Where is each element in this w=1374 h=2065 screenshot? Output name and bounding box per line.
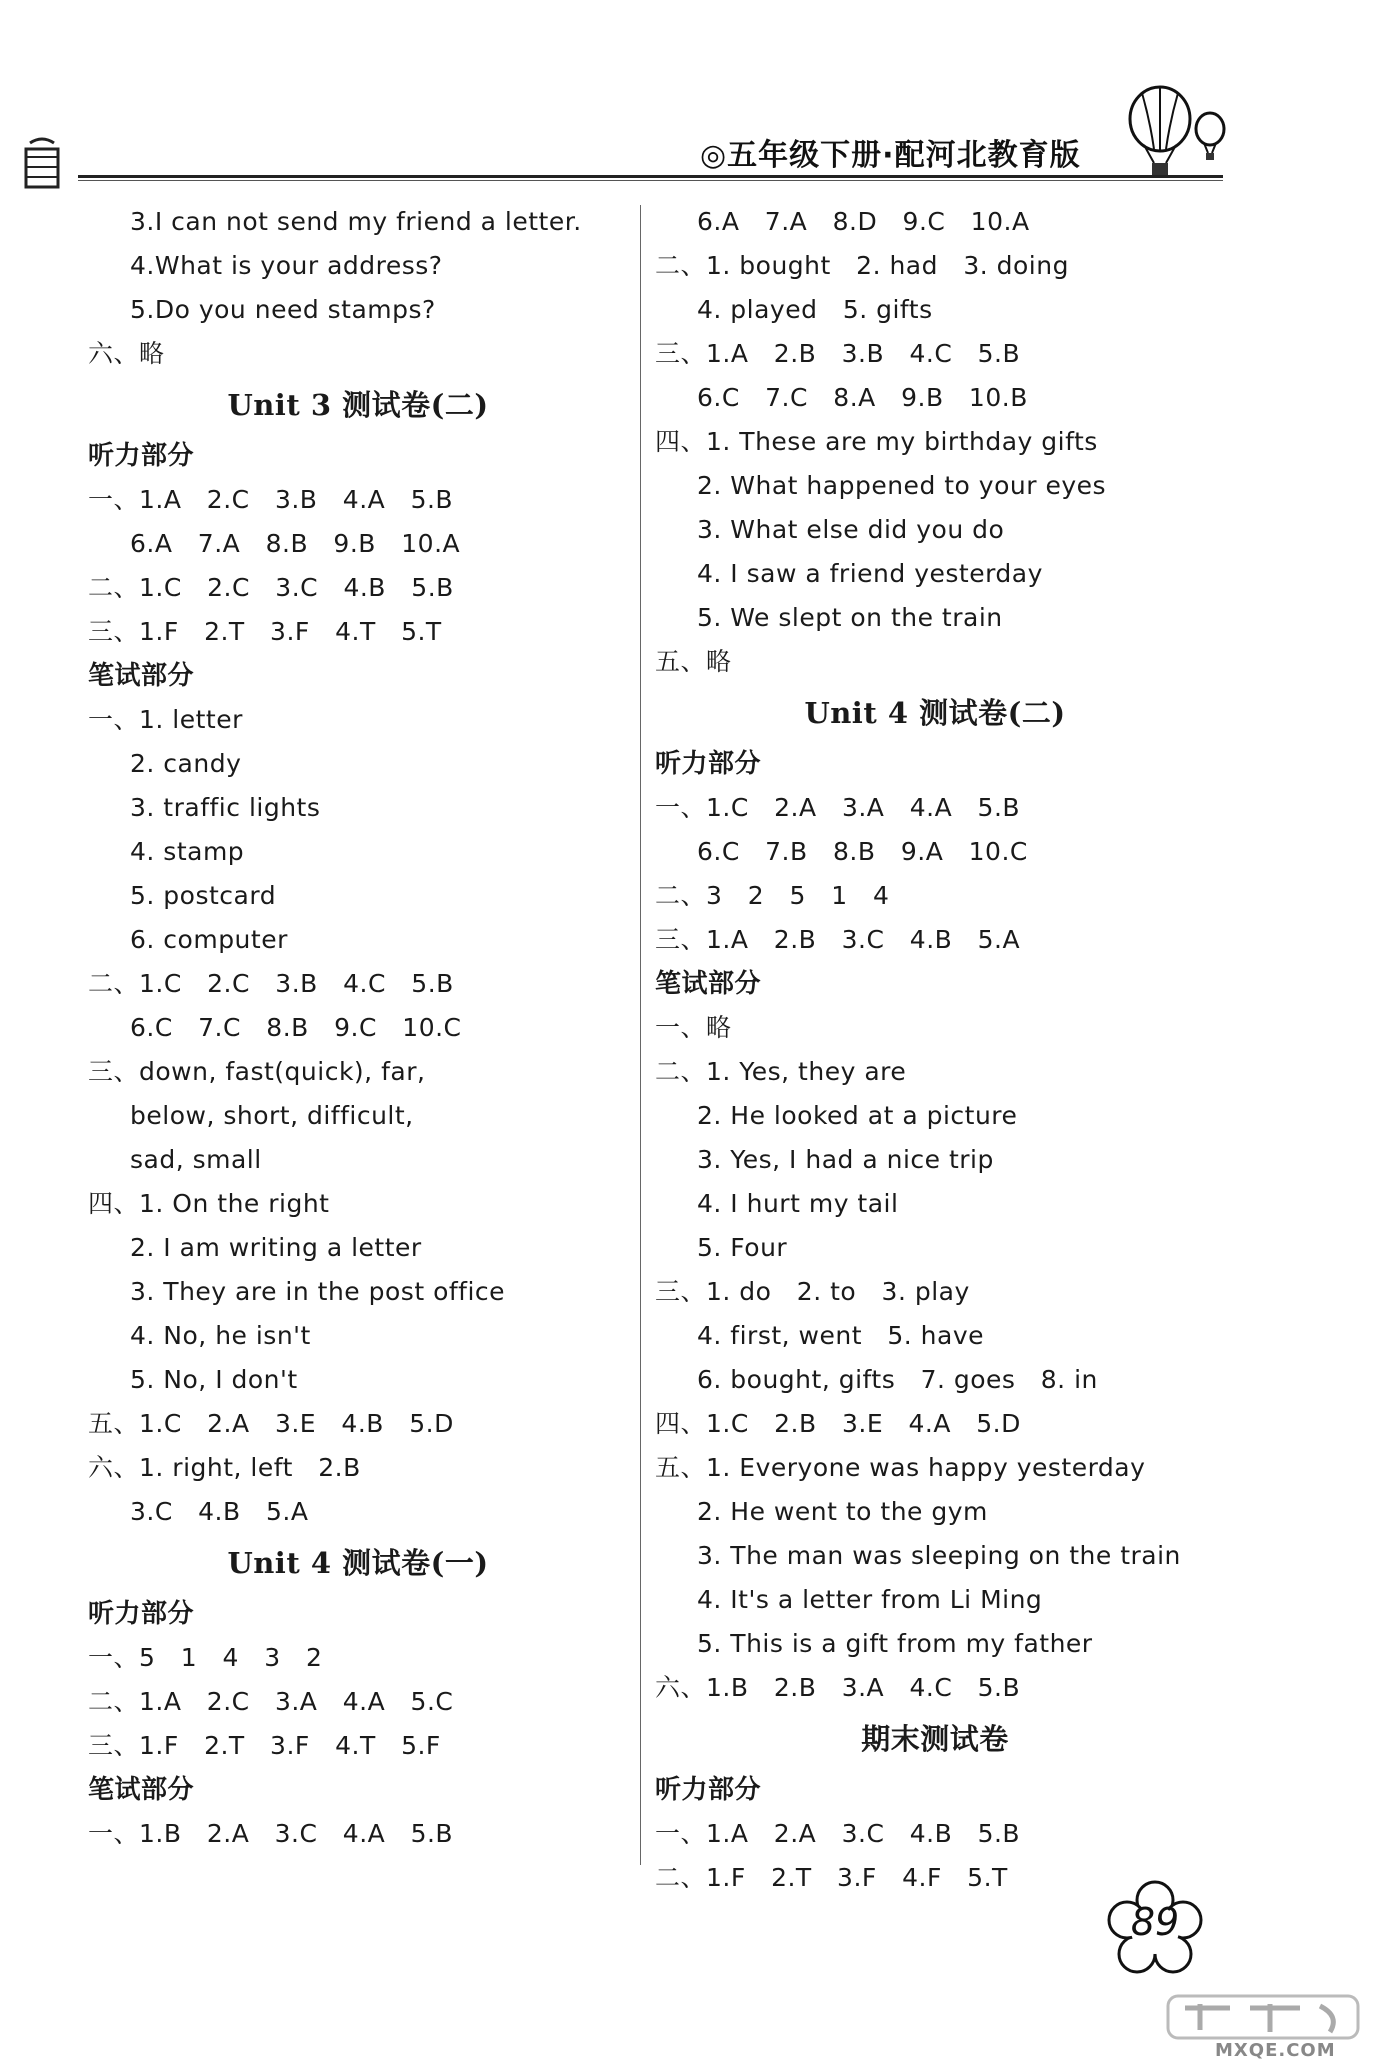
answer-line: 2. I am writing a letter xyxy=(130,1233,422,1262)
section-heading: 听力部分 xyxy=(88,441,195,471)
answer-line: below, short, difficult, xyxy=(130,1101,414,1130)
answer-line: 五、1.C 2.A 3.E 4.B 5.D xyxy=(88,1409,454,1438)
answer-line: 6. computer xyxy=(130,925,288,954)
watermark-url: MXQE.COM xyxy=(1215,2040,1336,2061)
answer-line: 3.I can not send my friend a letter. xyxy=(130,207,582,236)
left-column xyxy=(88,200,628,1856)
answer-line: 2. He went to the gym xyxy=(697,1497,988,1526)
header-title: ◎五年级下册·配河北教育版 xyxy=(700,138,1081,173)
answer-line: 3. traffic lights xyxy=(130,793,321,822)
answer-line: 6.C 7.C 8.B 9.C 10.C xyxy=(130,1013,462,1042)
answer-line: 4. stamp xyxy=(130,837,245,866)
answer-line: 3. Yes, I had a nice trip xyxy=(697,1145,994,1174)
right-column xyxy=(655,200,1215,1900)
answer-line: 三、down, fast(quick), far, xyxy=(88,1057,426,1086)
answer-line: 6.A 7.A 8.B 9.B 10.A xyxy=(130,529,461,558)
answer-line: 一、略 xyxy=(655,1013,732,1042)
answer-line: 5. No, I don't xyxy=(130,1365,298,1394)
answer-line: 三、1.A 2.B 3.B 4.C 5.B xyxy=(655,339,1021,368)
answer-line: 四、1. On the right xyxy=(88,1189,330,1218)
answer-line: 4. I hurt my tail xyxy=(697,1189,899,1218)
answer-line: 6.C 7.C 8.A 9.B 10.B xyxy=(697,383,1028,412)
answer-line: 4.What is your address? xyxy=(130,251,443,280)
answer-line: 二、1.A 2.C 3.A 4.A 5.C xyxy=(88,1687,454,1716)
unit-heading: 期末测试卷 xyxy=(861,1722,1009,1756)
answer-line: 4. first, went 5. have xyxy=(697,1321,984,1350)
answer-line: 6.A 7.A 8.D 9.C 10.A xyxy=(697,207,1030,236)
answer-line: 6. bought, gifts 7. goes 8. in xyxy=(697,1365,1098,1394)
answer-line: 二、1. Yes, they are xyxy=(655,1057,907,1086)
answer-line: 5. We slept on the train xyxy=(697,603,1003,632)
answer-line: 六、1. right, left 2.B xyxy=(88,1453,361,1482)
section-heading: 听力部分 xyxy=(655,749,762,779)
answer-line: 6.C 7.B 8.B 9.A 10.C xyxy=(697,837,1028,866)
answer-line: 五、略 xyxy=(655,647,732,676)
answer-line: 5. postcard xyxy=(130,881,277,910)
answer-line: 五、1. Everyone was happy yesterday xyxy=(655,1453,1146,1482)
answer-line: 二、1.C 2.C 3.C 4.B 5.B xyxy=(88,573,454,602)
column-divider xyxy=(640,205,641,1865)
answer-line: 4. I saw a friend yesterday xyxy=(697,559,1043,588)
answer-line: 5.Do you need stamps? xyxy=(130,295,436,324)
answer-line: 三、1. do 2. to 3. play xyxy=(655,1277,970,1306)
answer-line: sad, small xyxy=(130,1145,262,1174)
answer-line: 3.C 4.B 5.A xyxy=(130,1497,309,1526)
answer-line: 一、1.A 2.A 3.C 4.B 5.B xyxy=(655,1819,1021,1848)
answer-line: 4. It's a letter from Li Ming xyxy=(697,1585,1043,1614)
answer-line: 三、1.F 2.T 3.F 4.T 5.F xyxy=(88,1731,441,1760)
answer-line: 二、3 2 5 1 4 xyxy=(655,881,890,910)
unit-heading: Unit 3 测试卷(二) xyxy=(227,388,489,422)
answer-line: 4. played 5. gifts xyxy=(697,295,933,324)
section-heading: 笔试部分 xyxy=(88,1775,195,1805)
answer-line: 三、1.A 2.B 3.C 4.B 5.A xyxy=(655,925,1021,954)
answer-line: 5. Four xyxy=(697,1233,788,1262)
unit-heading: Unit 4 测试卷(二) xyxy=(804,696,1066,730)
answer-line: 三、1.F 2.T 3.F 4.T 5.T xyxy=(88,617,442,646)
answer-line: 2. candy xyxy=(130,749,242,778)
section-heading: 笔试部分 xyxy=(655,969,762,999)
answer-line: 六、略 xyxy=(88,339,165,368)
answer-line: 四、1.C 2.B 3.E 4.A 5.D xyxy=(655,1409,1021,1438)
answer-line: 2. He looked at a picture xyxy=(697,1101,1018,1130)
answer-line: 二、1.F 2.T 3.F 4.F 5.T xyxy=(655,1863,1008,1892)
page-number: 89 xyxy=(1130,1900,1180,1944)
answer-line: 5. This is a gift from my father xyxy=(697,1629,1093,1658)
section-heading: 听力部分 xyxy=(655,1775,762,1805)
answer-line: 3. What else did you do xyxy=(697,515,1005,544)
answer-line: 一、1.B 2.A 3.C 4.A 5.B xyxy=(88,1819,454,1848)
header-rule xyxy=(78,175,1223,178)
unit-heading: Unit 4 测试卷(一) xyxy=(227,1546,489,1580)
answer-line: 4. No, he isn't xyxy=(130,1321,311,1350)
section-heading: 笔试部分 xyxy=(88,661,195,691)
answer-line: 一、1.C 2.A 3.A 4.A 5.B xyxy=(655,793,1021,822)
answer-line: 二、1.C 2.C 3.B 4.C 5.B xyxy=(88,969,454,998)
answer-line: 3. They are in the post office xyxy=(130,1277,506,1306)
header-rule-thin xyxy=(78,180,1223,181)
answer-line: 一、1. letter xyxy=(88,705,243,734)
left-edge-ornament-icon xyxy=(22,135,64,191)
answer-line: 3. The man was sleeping on the train xyxy=(697,1541,1181,1570)
answer-line: 六、1.B 2.B 3.A 4.C 5.B xyxy=(655,1673,1021,1702)
hot-air-balloon-icon xyxy=(1120,85,1230,185)
answer-line: 四、1. These are my birthday gifts xyxy=(655,427,1098,456)
answer-line: 一、5 1 4 3 2 xyxy=(88,1643,323,1672)
answer-line: 二、1. bought 2. had 3. doing xyxy=(655,251,1069,280)
answer-line: 2. What happened to your eyes xyxy=(697,471,1107,500)
section-heading: 听力部分 xyxy=(88,1599,195,1629)
answer-line: 一、1.A 2.C 3.B 4.A 5.B xyxy=(88,485,454,514)
